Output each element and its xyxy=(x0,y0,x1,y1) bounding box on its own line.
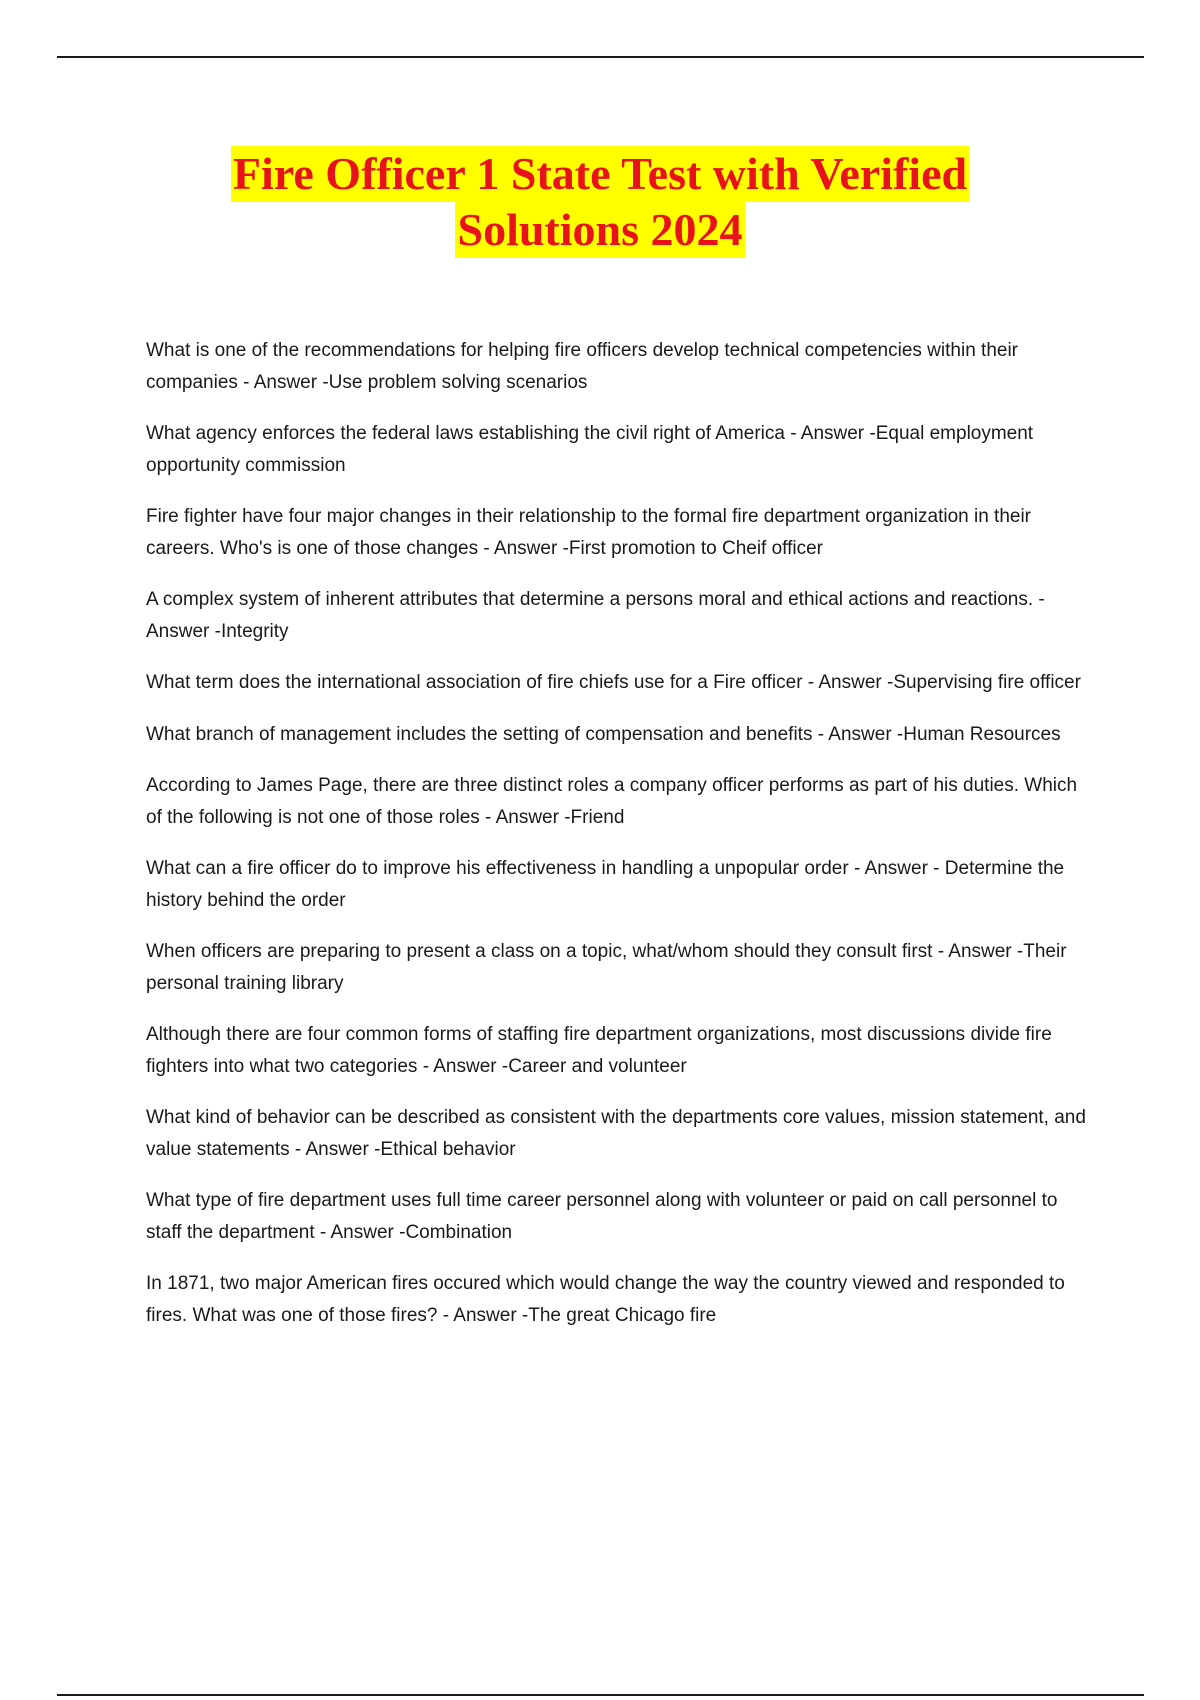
qa-item-3: Fire fighter have four major changes in their relationship to the formal fire department organization in their careers. Who's is one of those changes - Answer -First promotion to Cheif officer xyxy=(146,506,1032,559)
qa-item-8: What can a fire officer do to improve his effectiveness in handling a unpopular order - Answer - Determine the history behind the order xyxy=(146,858,1065,911)
question-answer-list xyxy=(146,335,1091,1351)
bottom-rule xyxy=(57,1694,1144,1696)
qa-item-9: When officers are preparing to present a class on a topic, what/whom should they consult first - Answer -Their personal training library xyxy=(146,941,1067,994)
qa-item-5: What term does the international association of fire chiefs use for a Fire officer - Answer -Supervising fire officer xyxy=(146,672,1081,693)
document-title xyxy=(0,146,1200,258)
qa-item-12: What type of fire department uses full time career personnel along with volunteer or paid on call personnel to staff the department - Answer -Combination xyxy=(146,1190,1058,1243)
qa-item-6: What branch of management includes the setting of compensation and benefits - Answer -Human Resources xyxy=(146,723,1061,745)
qa-item-13: In 1871, two major American fires occured which would change the way the country viewed and responded to fires. What was one of those fires? - Answer -The great Chicago fire xyxy=(146,1273,1065,1326)
qa-item-1: What is one of the recommendations for helping fire officers develop technical competencies within their companies - Answer -Use problem solving scenarios xyxy=(146,340,1018,393)
top-rule xyxy=(57,56,1144,58)
qa-item-10: Although there are four common forms of staffing fire department organizations, most discussions divide fire fighters into what two categories - Answer -Career and volunteer xyxy=(146,1024,1052,1077)
qa-item-4: A complex system of inherent attributes that determine a persons moral and ethical actions and reactions. - Answer -Integrity xyxy=(146,589,1045,642)
qa-item-2: What agency enforces the federal laws establishing the civil right of America - Answer -Equal employment opportunity commission xyxy=(146,423,1034,476)
qa-item-7: According to James Page, there are three distinct roles a company officer performs as part of his duties. Which of the following is not one of those roles - Answer -Friend xyxy=(146,775,1078,828)
qa-item-11: What kind of behavior can be described as consistent with the departments core values, mission statement, and value statements - Answer -Ethical behavior xyxy=(146,1107,1086,1160)
title-line-2: Solutions 2024 xyxy=(455,202,744,258)
title-line-1: Fire Officer 1 State Test with Verified xyxy=(231,146,969,202)
